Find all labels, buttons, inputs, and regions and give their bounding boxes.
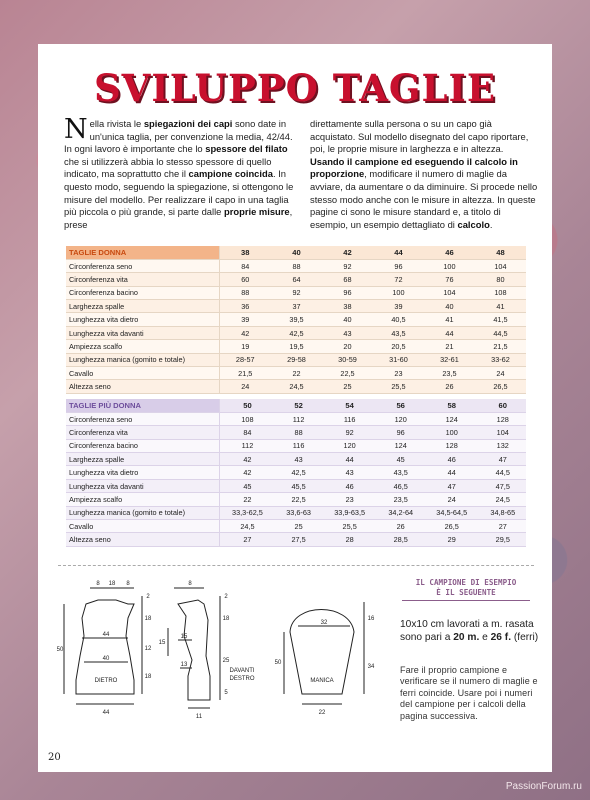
col1-run: che si utilizzerà abbia lo stesso spessore di quello indicato, ma soprattutto che il xyxy=(64,155,272,180)
table-cell: 44,5 xyxy=(480,466,526,479)
table-cell: 25,5 xyxy=(373,380,424,393)
table-cell: 44 xyxy=(424,466,480,479)
intro-col1-text xyxy=(64,114,294,230)
table-cell: 29,5 xyxy=(480,533,526,546)
back-right-4: 18 xyxy=(144,674,152,680)
table-cell: 33,3-62,5 xyxy=(219,506,275,519)
front-right-2: 18 xyxy=(222,616,230,622)
table-cell: 29 xyxy=(424,533,480,546)
table-cell: 24 xyxy=(219,380,271,393)
back-top-3: 8 xyxy=(126,581,130,587)
col1-run: spiegazioni dei capi xyxy=(143,118,233,129)
back-right-2: 18 xyxy=(144,616,152,622)
table-cell: 23,5 xyxy=(424,367,475,380)
table-row xyxy=(66,313,526,326)
table-cell: Larghezza spalle xyxy=(66,453,219,466)
front-label-2: DESTRO xyxy=(229,676,255,682)
col1-run: , prese xyxy=(64,206,293,230)
table-cell: 45 xyxy=(219,479,275,492)
sleeve-bottom: 22 xyxy=(318,710,326,716)
table-cell: Lunghezza manica (gomito e totale) xyxy=(66,353,219,366)
header-cell: 44 xyxy=(373,246,424,259)
front-bottom: 11 xyxy=(195,714,203,720)
divider xyxy=(58,565,534,566)
table-cell: 40 xyxy=(322,313,373,326)
table-cell: 112 xyxy=(219,439,275,452)
sample-heading-line1: IL CAMPIONE DI ESEMPIO xyxy=(415,578,517,587)
table-row xyxy=(66,340,526,353)
back-top-2: 18 xyxy=(108,581,116,587)
table-cell: 28 xyxy=(322,533,378,546)
back-bottom: 44 xyxy=(102,710,110,716)
table-cell: Circonferenza bacino xyxy=(66,286,219,299)
table-row xyxy=(66,493,526,506)
col2-run: , modificare il numero di maglie da avviare, da aumentare o da diminuire. Si procede nello stesso modo anche con le misure in altezza. In queste pagine ci sono le misure standard e, a titolo di esempio, un esempio dettagliato di xyxy=(310,168,538,230)
table-cell: 46,5 xyxy=(377,479,423,492)
table-cell: 41 xyxy=(475,300,526,313)
table-cell: Lunghezza vita davanti xyxy=(66,326,219,339)
table-cell: 41 xyxy=(424,313,475,326)
table-cell: 68 xyxy=(322,273,373,286)
table-cell: 34,8-65 xyxy=(480,506,526,519)
table-cell: 24,5 xyxy=(219,520,275,533)
col1-run: ella rivista le xyxy=(89,118,144,129)
header-cell: 42 xyxy=(322,246,373,259)
table-cell: Ampiezza scalfo xyxy=(66,340,219,353)
front-right-4: 5 xyxy=(224,690,228,696)
table-cell: 80 xyxy=(475,273,526,286)
table-cell: 28-57 xyxy=(219,353,271,366)
header-cell: 58 xyxy=(424,399,480,412)
table-cell: 72 xyxy=(373,273,424,286)
table-cell: 92 xyxy=(322,426,378,439)
table-cell: 60 xyxy=(219,273,271,286)
col2-run: calcolo xyxy=(457,218,490,230)
table-row xyxy=(66,453,526,466)
table-cell: 124 xyxy=(377,439,423,452)
table-cell: Circonferenza bacino xyxy=(66,439,219,452)
table-cell: 44,5 xyxy=(475,326,526,339)
table-cell: 92 xyxy=(271,286,322,299)
table-row xyxy=(66,533,526,546)
table-cell: Circonferenza seno xyxy=(66,259,219,272)
table-row xyxy=(66,426,526,439)
table-cell: 22 xyxy=(219,493,275,506)
table-cell: 120 xyxy=(322,439,378,452)
table-cell: 33-62 xyxy=(475,353,526,366)
back-label: DIETRO xyxy=(94,678,118,684)
header-cell: 56 xyxy=(377,399,423,412)
table-cell: 22,5 xyxy=(275,493,321,506)
table-cell: 24,5 xyxy=(480,493,526,506)
sleeve-right-2: 34 xyxy=(367,664,375,670)
header-cell: TAGLIE PIÙ DONNA xyxy=(66,399,219,412)
table-cell: Cavallo xyxy=(66,367,219,380)
table-cell: Lunghezza manica (gomito e totale) xyxy=(66,506,219,519)
table-cell: 42 xyxy=(219,453,275,466)
header-cell: 48 xyxy=(475,246,526,259)
table-cell: Circonferenza vita xyxy=(66,426,219,439)
back-left: 50 xyxy=(56,647,64,653)
table-cell: 84 xyxy=(219,426,275,439)
table-row xyxy=(66,259,526,272)
table-cell: 21,5 xyxy=(219,367,271,380)
sizes-table-piu-donna xyxy=(66,399,526,547)
garment-diagram xyxy=(58,576,388,726)
table-cell: 108 xyxy=(219,412,275,425)
table-cell: 104 xyxy=(480,426,526,439)
table-cell: 132 xyxy=(480,439,526,452)
table-cell: 42 xyxy=(219,466,275,479)
col1-run: spessore del filato xyxy=(205,143,288,155)
table-cell: 44 xyxy=(424,326,475,339)
table-cell: 96 xyxy=(322,286,373,299)
front-right-3: 25 xyxy=(222,658,230,664)
table-cell: 38 xyxy=(322,300,373,313)
sizes-table-donna xyxy=(66,246,526,394)
page-title: SVILUPPO TAGLIE xyxy=(93,66,497,110)
table-cell: 45,5 xyxy=(275,479,321,492)
sample-heading xyxy=(396,578,536,598)
table-cell: 25 xyxy=(322,380,373,393)
table-cell: Lunghezza vita davanti xyxy=(66,479,219,492)
table-cell: 43 xyxy=(275,453,321,466)
table-cell: 36 xyxy=(219,300,271,313)
table-cell: 44 xyxy=(322,453,378,466)
table-cell: 22 xyxy=(271,367,322,380)
col1-run: sono date in un'unica taglia, per convenzione la media, 42/44. In ogni lavoro è importante che lo xyxy=(64,118,293,155)
sample-text-b: 20 m. xyxy=(453,631,480,643)
table-cell: 26 xyxy=(377,520,423,533)
header-cell: 46 xyxy=(424,246,475,259)
table-cell: 34,5-64,5 xyxy=(424,506,480,519)
header-cell: 54 xyxy=(322,399,378,412)
table-cell: 32-61 xyxy=(424,353,475,366)
table-row xyxy=(66,520,526,533)
sample-heading-line2: È IL SEGUENTE xyxy=(436,588,496,597)
table-cell: 43 xyxy=(322,326,373,339)
table-cell: 46 xyxy=(424,453,480,466)
table-cell: 27 xyxy=(219,533,275,546)
header-cell: 40 xyxy=(271,246,322,259)
table-row xyxy=(66,326,526,339)
back-top-1: 8 xyxy=(96,581,100,587)
table-cell: 26,5 xyxy=(475,380,526,393)
table-cell: 128 xyxy=(480,412,526,425)
table-row xyxy=(66,439,526,452)
table-cell: 124 xyxy=(424,412,480,425)
table-cell: 96 xyxy=(377,426,423,439)
table-cell: 23 xyxy=(373,367,424,380)
table-cell: 128 xyxy=(424,439,480,452)
table-cell: 42 xyxy=(219,326,271,339)
table-row xyxy=(66,412,526,425)
table-cell: Cavallo xyxy=(66,520,219,533)
table-cell: 100 xyxy=(424,259,475,272)
front-left: 15 xyxy=(158,640,166,646)
table-cell: 39 xyxy=(219,313,271,326)
sample-text-c: e xyxy=(479,631,491,643)
intro-column-1 xyxy=(64,114,300,231)
dropcap: N xyxy=(64,114,88,145)
front-width-2: 13 xyxy=(180,662,188,668)
table-cell: 43,5 xyxy=(377,466,423,479)
table-cell: 31-60 xyxy=(373,353,424,366)
sample-text xyxy=(400,619,540,644)
table-cell: Altezza seno xyxy=(66,533,219,546)
table-cell: 104 xyxy=(475,259,526,272)
sleeve-left: 50 xyxy=(274,660,282,666)
front-label: DAVANTI xyxy=(229,668,255,674)
sample-note: Fare il proprio campione e verificare se il numero di maglie e ferri coincide. Usare poi i numeri del campione per i calcoli della pagina successiva. xyxy=(400,665,538,721)
table-cell: 33,6-63 xyxy=(275,506,321,519)
col1-run: campione coincida xyxy=(188,168,273,180)
table-cell: 64 xyxy=(271,273,322,286)
table-cell: 100 xyxy=(373,286,424,299)
header-cell: TAGLIE DONNA xyxy=(66,246,219,259)
table-cell: 39 xyxy=(373,300,424,313)
sample-rule xyxy=(402,600,530,601)
back-width-1: 44 xyxy=(102,632,110,638)
header-cell: 60 xyxy=(480,399,526,412)
table-cell: 37 xyxy=(271,300,322,313)
table-cell: 19,5 xyxy=(271,340,322,353)
table-cell: 42,5 xyxy=(271,326,322,339)
table-cell: 112 xyxy=(275,412,321,425)
table-cell: 40,5 xyxy=(373,313,424,326)
table-cell: 25,5 xyxy=(322,520,378,533)
back-right-1: 2 xyxy=(146,594,150,600)
table-cell: 24 xyxy=(475,367,526,380)
sample-text-d: 26 f. xyxy=(490,631,512,643)
table-row xyxy=(66,300,526,313)
table-row xyxy=(66,273,526,286)
sleeve-label: MANICA xyxy=(310,678,334,684)
back-right-3: 12 xyxy=(144,646,152,652)
front-right-1: 2 xyxy=(224,594,228,600)
table-cell: 26 xyxy=(424,380,475,393)
table-cell: 46 xyxy=(322,479,378,492)
table-cell: 30-59 xyxy=(322,353,373,366)
table-cell: 19 xyxy=(219,340,271,353)
watermark: PassionForum.ru xyxy=(505,781,582,792)
intro-col2-text xyxy=(310,118,537,230)
table-cell: 24 xyxy=(424,493,480,506)
table-cell: 39,5 xyxy=(271,313,322,326)
table-cell: 27 xyxy=(480,520,526,533)
table-cell: 20 xyxy=(322,340,373,353)
table-row xyxy=(66,466,526,479)
table-row xyxy=(66,380,526,393)
table-cell: 92 xyxy=(322,259,373,272)
table-cell: 88 xyxy=(219,286,271,299)
table-cell: Ampiezza scalfo xyxy=(66,493,219,506)
table-cell: Circonferenza seno xyxy=(66,412,219,425)
table-cell: 27,5 xyxy=(275,533,321,546)
front-width-1: 15 xyxy=(180,634,188,640)
table-cell: 116 xyxy=(275,439,321,452)
table-cell: 20,5 xyxy=(373,340,424,353)
table-cell: 23 xyxy=(322,493,378,506)
col1-run: . In questo modo, seguendo la spiegazione, si ottengono le misure del modello. Per realizzare il capo in una taglia più piccola o più grande, si parte dalle xyxy=(64,168,294,218)
col2-run: Usando il campione ed eseguendo il calcolo in proporzione xyxy=(310,155,518,180)
table-cell: 43 xyxy=(322,466,378,479)
header-cell: 50 xyxy=(219,399,275,412)
table-cell: 43,5 xyxy=(373,326,424,339)
table-cell: 21 xyxy=(424,340,475,353)
table-cell: 29-58 xyxy=(271,353,322,366)
front-piece-outline xyxy=(178,600,210,700)
table-cell: 33,9-63,5 xyxy=(322,506,378,519)
table-cell: 116 xyxy=(322,412,378,425)
table-cell: Lunghezza vita dietro xyxy=(66,313,219,326)
front-top: 8 xyxy=(188,581,192,587)
table-cell: 23,5 xyxy=(377,493,423,506)
sleeve-top: 32 xyxy=(320,620,328,626)
header-cell: 38 xyxy=(219,246,271,259)
table-cell: 40 xyxy=(424,300,475,313)
table-row xyxy=(66,479,526,492)
table-cell: Larghezza spalle xyxy=(66,300,219,313)
col2-run: direttamente sulla persona o su un capo già acquistato. Sul modello disegnato del capo riportare, poi, le proprie misure in larghezza e in altezza. xyxy=(310,118,529,155)
intro-column-2 xyxy=(310,118,538,231)
table-cell: 24,5 xyxy=(271,380,322,393)
sleeve-right-1: 16 xyxy=(367,616,375,622)
table-cell: 28,5 xyxy=(377,533,423,546)
back-width-2: 40 xyxy=(102,656,110,662)
table-cell: 76 xyxy=(424,273,475,286)
table-cell: 26,5 xyxy=(424,520,480,533)
table-cell: 108 xyxy=(475,286,526,299)
table-cell: Lunghezza vita dietro xyxy=(66,466,219,479)
table-row xyxy=(66,506,526,519)
table-cell: 104 xyxy=(424,286,475,299)
table-row xyxy=(66,367,526,380)
table-cell: 84 xyxy=(219,259,271,272)
table-cell: 88 xyxy=(275,426,321,439)
page-number: 20 xyxy=(48,752,61,763)
sample-text-e: (ferri) xyxy=(511,631,539,643)
table-cell: 34,2-64 xyxy=(377,506,423,519)
table-cell: 42,5 xyxy=(275,466,321,479)
table-header-row xyxy=(66,246,526,259)
table-cell: 47 xyxy=(480,453,526,466)
table-header-row xyxy=(66,399,526,412)
table-cell: Altezza seno xyxy=(66,380,219,393)
header-cell: 52 xyxy=(275,399,321,412)
table-cell: 120 xyxy=(377,412,423,425)
table-cell: 41,5 xyxy=(475,313,526,326)
table-cell: 45 xyxy=(377,453,423,466)
sample-text-a: 10x10 cm lavorati a m. rasata sono pari a xyxy=(400,619,534,643)
col2-run: . xyxy=(489,218,493,230)
table-cell: 25 xyxy=(275,520,321,533)
table-cell: 47,5 xyxy=(480,479,526,492)
table-cell: 21,5 xyxy=(475,340,526,353)
table-cell: 96 xyxy=(373,259,424,272)
table-cell: 88 xyxy=(271,259,322,272)
table-cell: 22,5 xyxy=(322,367,373,380)
table-row xyxy=(66,353,526,366)
table-cell: 47 xyxy=(424,479,480,492)
table-row xyxy=(66,286,526,299)
table-cell: 100 xyxy=(424,426,480,439)
col1-run: proprie misure xyxy=(224,206,290,218)
table-cell: Circonferenza vita xyxy=(66,273,219,286)
